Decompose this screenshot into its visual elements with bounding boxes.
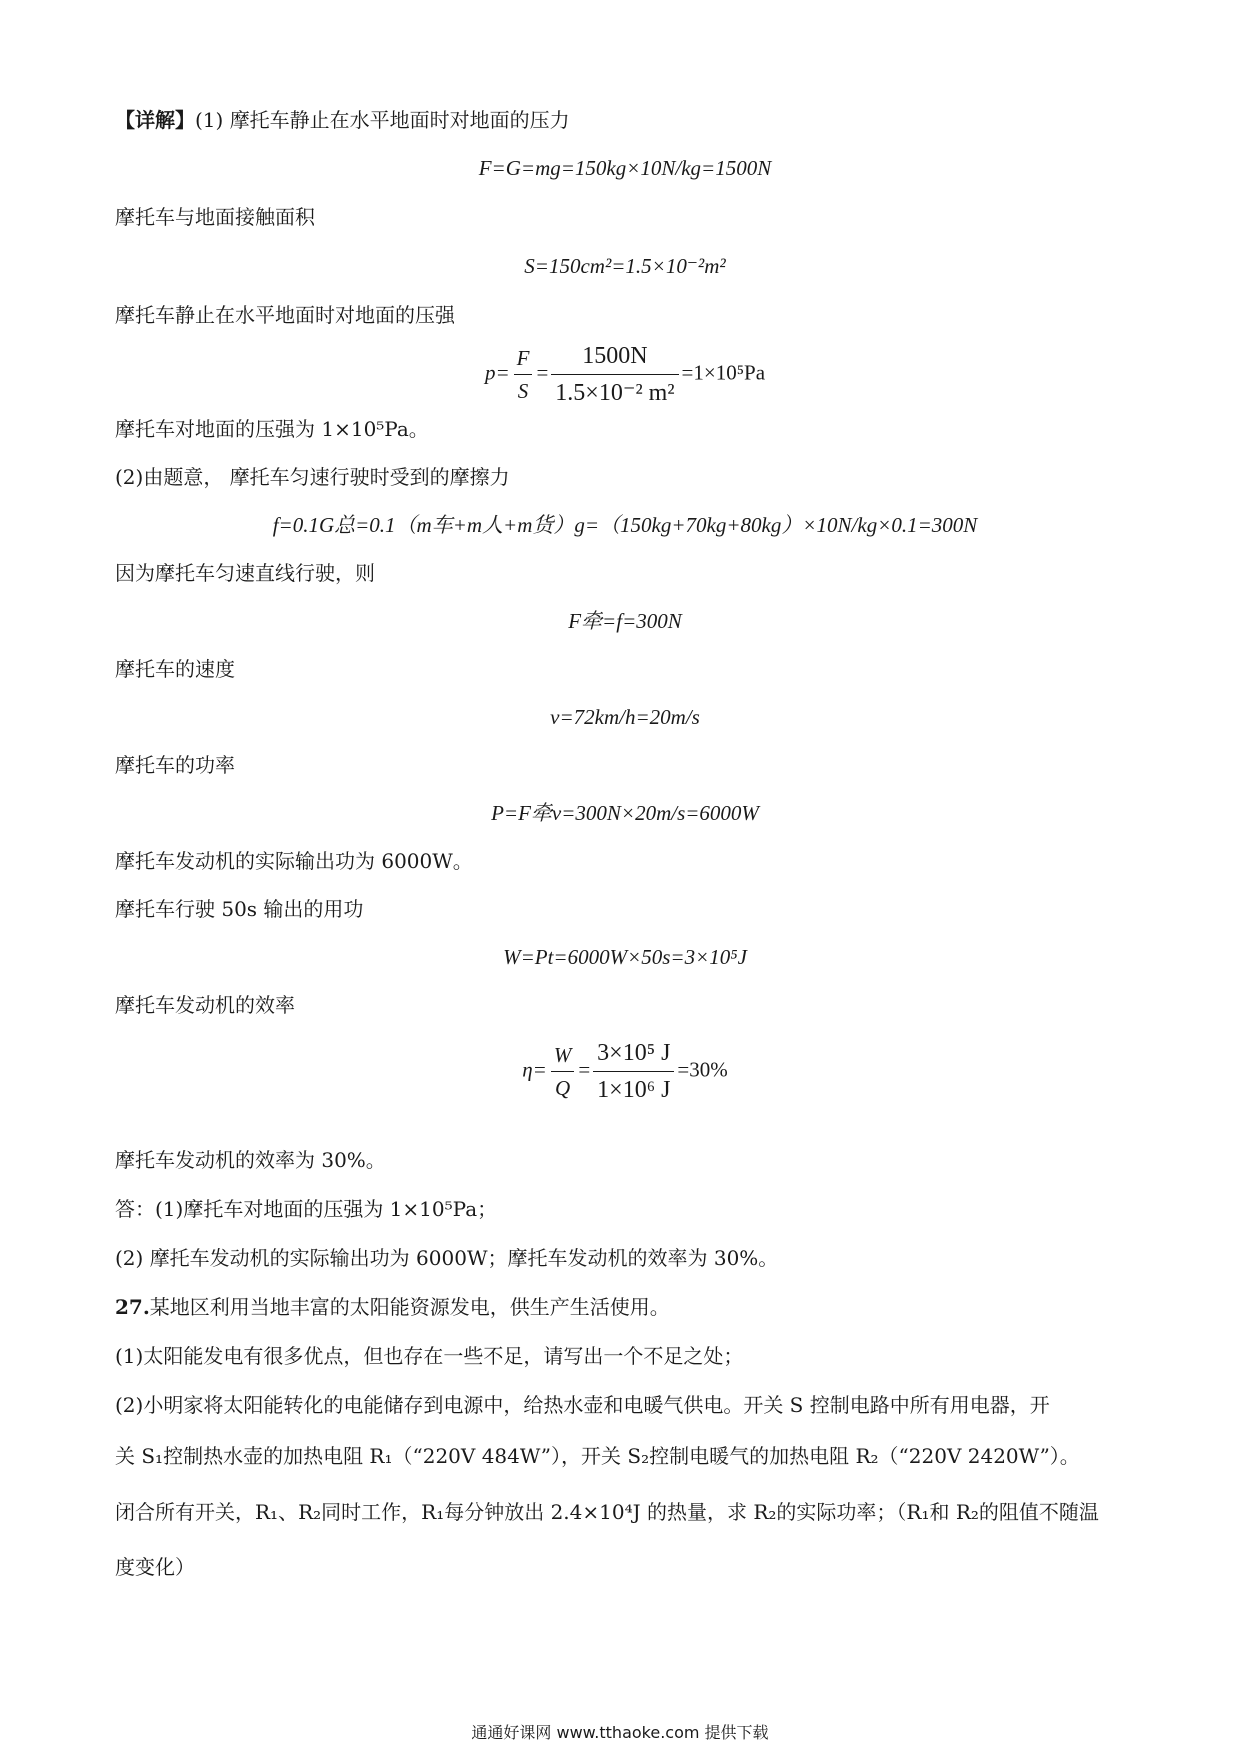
efficiency-lhs: η= <box>522 1057 547 1082</box>
question-27-part2-line3: 闭合所有开关，R₁、R₂同时工作，R₁每分钟放出 2.4×10⁴J 的热量，求 R₂的实际功率；（R₁和 R₂的阻值不随温 <box>115 1500 1099 1524</box>
formula-efficiency: η= $\frac{W}{Q}$ = $\frac{\text{3×10⁵ J}}{\text{1×10⁶ J}}$ =30% <box>115 1037 1135 1106</box>
fraction-denominator: S <box>514 374 533 405</box>
fraction-W-over-Q <box>550 1041 576 1102</box>
efficiency-result-text: 摩托车发动机的效率为 30%。 <box>115 1148 386 1172</box>
power-result-text: 摩托车发动机的实际输出功为 6000W。 <box>115 849 473 873</box>
pressure-lhs: p= <box>484 360 510 385</box>
question-stem-text: 某地区利用当地丰富的太阳能资源发电，供生产生活使用。 <box>149 1295 670 1319</box>
fraction-denominator: Q <box>551 1071 574 1102</box>
fraction-numerator: F <box>516 346 530 370</box>
solution-part1-intro <box>115 106 1135 134</box>
fraction-value <box>593 1037 674 1106</box>
question-27-part2-line1: (2)小明家将太阳能转化的电能储存到电源中，给热水壶和电暖气供电。开关 S 控制电路中所有用电器，开 <box>115 1393 1050 1417</box>
power-text: 摩托车的功率 <box>115 753 235 777</box>
question-27-stem <box>115 1293 1135 1321</box>
fraction-numerator: W <box>553 1043 572 1067</box>
question-27-part2-line4: 度变化） <box>115 1555 195 1579</box>
part2-friction-text: (2)由题意， 摩托车匀速行驶时受到的摩擦力 <box>115 465 510 489</box>
uniform-motion-text: 因为摩托车匀速直线行驶，则 <box>115 561 375 585</box>
question-27-part1: (1)太阳能发电有很多优点，但也存在一些不足，请写出一个不足之处； <box>115 1344 744 1368</box>
formula-friction: f=0.1G总=0.1（m车+m人+m货）g=（150kg+70kg+80kg）×10N/kg×0.1=300N <box>272 513 978 537</box>
question-number: 27. <box>115 1295 150 1319</box>
fraction-denominator: 1.5×10⁻² m² <box>551 374 678 409</box>
fraction-denominator: 1×10⁶ J <box>593 1071 674 1106</box>
fraction-F-over-S <box>513 344 534 405</box>
fraction-numerator: 3×10⁵ J <box>597 1040 671 1066</box>
formula-area: S=150cm²=1.5×10⁻²m² <box>524 254 726 278</box>
formula-traction: F牵=f=300N <box>568 609 682 633</box>
formula-speed: v=72km/h=20m/s <box>550 705 700 729</box>
work-text: 摩托车行驶 50s 输出的用功 <box>115 897 364 921</box>
pressure-result-text: 摩托车对地面的压强为 1×10⁵Pa。 <box>115 417 429 441</box>
speed-text: 摩托车的速度 <box>115 657 235 681</box>
answer-line-2: (2) 摩托车发动机的实际输出功为 6000W；摩托车发动机的效率为 30%。 <box>115 1246 779 1270</box>
contact-area-text: 摩托车与地面接触面积 <box>115 205 315 229</box>
formula-work: W=Pt=6000W×50s=3×10⁵J <box>503 945 747 969</box>
formula-power: P=F牵v=300N×20m/s=6000W <box>491 801 759 825</box>
formula-pressure: p= $\frac{F}{S}$ = $\frac{1500N}{\text{1.5×10⁻² m²}}$ =1×10⁵Pa <box>115 340 1135 409</box>
pressure-text: 摩托车静止在水平地面时对地面的压强 <box>115 303 455 327</box>
part1-force-text: (1) 摩托车静止在水平地面时对地面的压力 <box>195 108 570 132</box>
page-footer: 通通好课网 www.tthaoke.com 提供下载 <box>471 1723 769 1742</box>
detail-heading: 【详解】 <box>115 108 195 132</box>
question-27-part2-line2: 关 S₁控制热水壶的加热电阻 R₁（“220V 484W”），开关 S₂控制电暖气的加热电阻 R₂（“220V 2420W”）。 <box>115 1444 1080 1468</box>
fraction-value <box>551 340 678 409</box>
efficiency-rhs: =30% <box>677 1057 728 1082</box>
formula-force: F=G=mg=150kg×10N/kg=1500N <box>478 156 772 180</box>
answer-line-1: 答：(1)摩托车对地面的压强为 1×10⁵Pa； <box>115 1197 498 1221</box>
pressure-rhs: =1×10⁵Pa <box>681 360 766 385</box>
fraction-numerator: 1500N <box>582 343 648 369</box>
efficiency-text: 摩托车发动机的效率 <box>115 993 295 1017</box>
